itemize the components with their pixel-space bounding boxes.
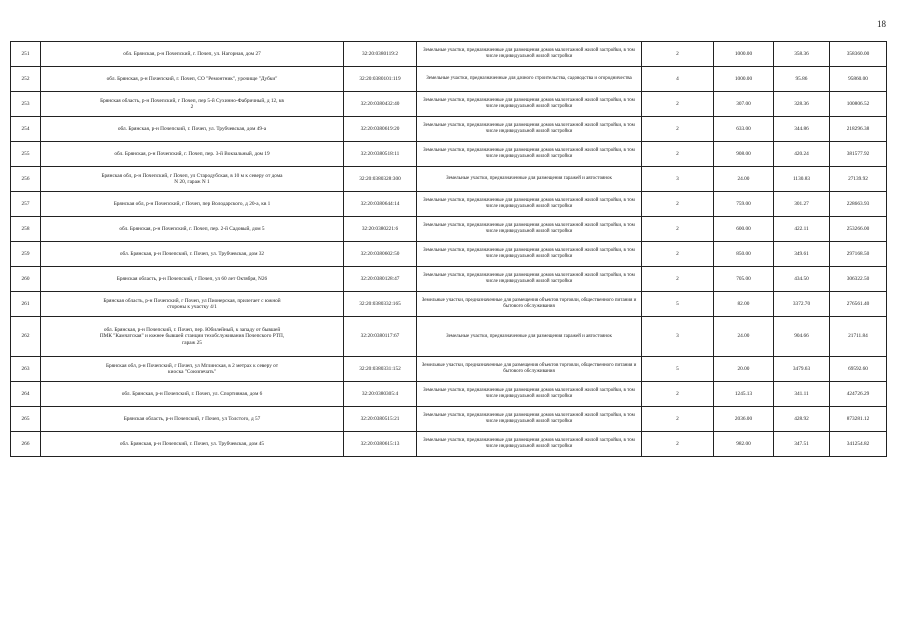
- cadastral-value-cell: 358360.00: [830, 42, 887, 67]
- specific-value-cell: 328.36: [774, 92, 830, 117]
- table-row: [11, 92, 887, 117]
- row-number-cell: 261: [11, 292, 41, 317]
- area-cell: 1000.00: [714, 67, 774, 92]
- row-number-cell: 252: [11, 67, 41, 92]
- table-row: [11, 382, 887, 407]
- row-number-cell: 264: [11, 382, 41, 407]
- address-cell: Брянская обл, р-н Почепский, г Почеп, ул Мглинская, в 2 метрах к северу от киоска "Союзпечать": [41, 357, 344, 382]
- table-row: [11, 357, 887, 382]
- group-number-cell: 2: [642, 267, 714, 292]
- specific-value-cell: 341.11: [774, 382, 830, 407]
- area-cell: 20.00: [714, 357, 774, 382]
- specific-value-cell: 904.66: [774, 317, 830, 357]
- land-use-cell: Земельные участки, предназначенные для размещения домов малоэтажной жилой застройки, в том числе индивидуальной жилой застройки: [417, 142, 642, 167]
- specific-value-cell: 358.36: [774, 42, 830, 67]
- cadastral-value-cell: 306322.50: [830, 267, 887, 292]
- cadastral-number-cell: 32:20:0380221:6: [344, 217, 417, 242]
- cadastral-value-cell: 100806.52: [830, 92, 887, 117]
- table-row: [11, 217, 887, 242]
- row-number-cell: 254: [11, 117, 41, 142]
- specific-value-cell: 347.51: [774, 432, 830, 457]
- group-number-cell: 3: [642, 167, 714, 192]
- area-cell: 982.00: [714, 432, 774, 457]
- address-cell: Брянская область, р-н Почепский, г Почеп, ул 60 лет Октября, N26: [41, 267, 344, 292]
- group-number-cell: 2: [642, 432, 714, 457]
- table-row: [11, 267, 887, 292]
- group-number-cell: 5: [642, 357, 714, 382]
- cadastral-value-cell: 228663.93: [830, 192, 887, 217]
- cadastral-number-cell: 32:20:0380331:152: [344, 357, 417, 382]
- table-row: [11, 142, 887, 167]
- address-cell: Брянская обл, р-н Почепский, г Почеп, пер Володарского, д 20-а, кв 1: [41, 192, 344, 217]
- row-number-cell: 265: [11, 407, 41, 432]
- area-cell: 633.00: [714, 117, 774, 142]
- table-row: [11, 242, 887, 267]
- area-cell: 24.00: [714, 317, 774, 357]
- cadastral-value-cell: 381577.92: [830, 142, 887, 167]
- cadastral-number-cell: 32:20:0380615:13: [344, 432, 417, 457]
- area-cell: 759.00: [714, 192, 774, 217]
- area-cell: 24.00: [714, 167, 774, 192]
- cadastral-number-cell: 32:20:0380305:4: [344, 382, 417, 407]
- area-cell: 82.00: [714, 292, 774, 317]
- cadastral-value-cell: 424726.29: [830, 382, 887, 407]
- specific-value-cell: 95.86: [774, 67, 830, 92]
- specific-value-cell: 428.92: [774, 407, 830, 432]
- cadastral-value-cell: 27139.92: [830, 167, 887, 192]
- area-cell: 307.00: [714, 92, 774, 117]
- table-row: [11, 292, 887, 317]
- group-number-cell: 2: [642, 117, 714, 142]
- group-number-cell: 2: [642, 92, 714, 117]
- cadastral-number-cell: 32:20:0380117:67: [344, 317, 417, 357]
- address-cell: обл. Брянская, р-н Почепский, г. Почеп, ул. Спортивная, дом 6: [41, 382, 344, 407]
- specific-value-cell: 1130.83: [774, 167, 830, 192]
- specific-value-cell: 301.27: [774, 192, 830, 217]
- table-row: [11, 67, 887, 92]
- address-cell: обл. Брянская, р-н Почепский, г. Почеп, СО "Ремонтник", урочище "Дубки": [41, 67, 344, 92]
- group-number-cell: 2: [642, 42, 714, 67]
- address-cell: Брянская область, р-н Почепский, г Почеп, пер 5-й Сухинно-Фабричный, д 12, кв 2: [41, 92, 344, 117]
- group-number-cell: 2: [642, 217, 714, 242]
- cadastral-value-cell: 218296.38: [830, 117, 887, 142]
- row-number-cell: 266: [11, 432, 41, 457]
- area-cell: 600.00: [714, 217, 774, 242]
- group-number-cell: 2: [642, 382, 714, 407]
- row-number-cell: 263: [11, 357, 41, 382]
- area-cell: 705.00: [714, 267, 774, 292]
- cadastral-value-cell: 69592.60: [830, 357, 887, 382]
- group-number-cell: 2: [642, 407, 714, 432]
- table-row: [11, 407, 887, 432]
- address-cell: обл. Брянская, р-н Почепский, г. Почеп, ул. Нагорная, дом 27: [41, 42, 344, 67]
- row-number-cell: 259: [11, 242, 41, 267]
- table-row: [11, 42, 887, 67]
- land-use-cell: Земельные участки, предназначенные для размещения гаражей и автостоянок: [417, 317, 642, 357]
- specific-value-cell: 349.61: [774, 242, 830, 267]
- address-cell: Брянская обл, р-н Почепский, г Почеп, ул Стародубская, в 10 м к северу от дома N 20, гараж N 1: [41, 167, 344, 192]
- land-use-cell: Земельные участки, предназначенные для размещения домов малоэтажной жилой застройки, в том числе индивидуальной жилой застройки: [417, 242, 642, 267]
- specific-value-cell: 3372.70: [774, 292, 830, 317]
- specific-value-cell: 420.24: [774, 142, 830, 167]
- area-cell: 850.00: [714, 242, 774, 267]
- land-use-cell: Земельные участки, предназначенные для размещения домов малоэтажной жилой застройки, в том числе индивидуальной жилой застройки: [417, 92, 642, 117]
- cadastral-number-cell: 32:20:0380128:47: [344, 267, 417, 292]
- land-use-cell: Земельные участки, предназначенные для размещения домов малоэтажной жилой застройки, в том числе индивидуальной жилой застройки: [417, 217, 642, 242]
- cadastral-number-cell: 32:20:0380644:14: [344, 192, 417, 217]
- land-use-cell: Земельные участки, предназначенные для размещения объектов торговли, общественного питания и бытового обслуживания: [417, 357, 642, 382]
- group-number-cell: 4: [642, 67, 714, 92]
- cadastral-value-cell: 276561.40: [830, 292, 887, 317]
- address-cell: обл. Брянская, р-н Почепский, г. Почеп, ул. Трубчевская, дом 32: [41, 242, 344, 267]
- area-cell: 1000.00: [714, 42, 774, 67]
- row-number-cell: 251: [11, 42, 41, 67]
- group-number-cell: 2: [642, 142, 714, 167]
- row-number-cell: 257: [11, 192, 41, 217]
- specific-value-cell: 344.86: [774, 117, 830, 142]
- row-number-cell: 260: [11, 267, 41, 292]
- group-number-cell: 2: [642, 192, 714, 217]
- cadastral-value-cell: 253266.00: [830, 217, 887, 242]
- area-cell: 908.00: [714, 142, 774, 167]
- cadastral-number-cell: 32:20:0380101:119: [344, 67, 417, 92]
- table-row: [11, 117, 887, 142]
- address-cell: обл. Брянская, р-н Почепский, г. Почеп, ул. Трубчевская, дом 45: [41, 432, 344, 457]
- land-use-cell: Земельные участки, предназначенные для размещения гаражей и автостоянок: [417, 167, 642, 192]
- row-number-cell: 258: [11, 217, 41, 242]
- address-cell: обл. Брянская, р-н Почепский, г. Почеп, пер. 2-й Садовый, дом 5: [41, 217, 344, 242]
- cadastral-value-cell: 95860.00: [830, 67, 887, 92]
- cadastral-number-cell: 32:20:0380432:40: [344, 92, 417, 117]
- address-cell: обл. Брянская, р-н Почепский, г. Почеп, пер. Юбилейный, к западу от бывшей ПМК "Камчатская" и южнее бывшей станции техобслуживания Почепского РТП, гараж 25: [41, 317, 344, 357]
- group-number-cell: 2: [642, 242, 714, 267]
- table-row: [11, 192, 887, 217]
- land-plots-table: [10, 41, 887, 457]
- land-use-cell: Земельные участки, предназначенные для размещения домов малоэтажной жилой застройки, в том числе индивидуальной жилой застройки: [417, 42, 642, 67]
- area-cell: 1245.13: [714, 382, 774, 407]
- cadastral-value-cell: 341254.82: [830, 432, 887, 457]
- table-row: [11, 167, 887, 192]
- specific-value-cell: 3479.63: [774, 357, 830, 382]
- row-number-cell: 262: [11, 317, 41, 357]
- land-use-cell: Земельные участки, предназначенные для размещения домов малоэтажной жилой застройки, в том числе индивидуальной жилой застройки: [417, 267, 642, 292]
- area-cell: 2036.00: [714, 407, 774, 432]
- page-number: 18: [877, 19, 886, 29]
- cadastral-number-cell: 32:20:0380619:20: [344, 117, 417, 142]
- table-row: [11, 317, 887, 357]
- row-number-cell: 255: [11, 142, 41, 167]
- address-cell: обл. Брянская, р-н Почепский, г. Почеп, пер. 3-й Вокзальный, дом 19: [41, 142, 344, 167]
- cadastral-number-cell: 32:20:0380515:21: [344, 407, 417, 432]
- land-use-cell: Земельные участки, предназначенные для размещения объектов торговли, общественного питания и бытового обслуживания: [417, 292, 642, 317]
- cadastral-value-cell: 873281.12: [830, 407, 887, 432]
- address-cell: Брянская область, р-н Почепский, г Почеп, ул Толстого, д 57: [41, 407, 344, 432]
- address-cell: обл. Брянская, р-н Почепский, г. Почеп, ул. Трубчевская, дом 49-а: [41, 117, 344, 142]
- cadastral-number-cell: 32:20:0380602:50: [344, 242, 417, 267]
- table-row: [11, 432, 887, 457]
- land-use-cell: Земельные участки, предназначенные для размещения домов малоэтажной жилой застройки, в том числе индивидуальной жилой застройки: [417, 192, 642, 217]
- cadastral-number-cell: 32:20:0380119:2: [344, 42, 417, 67]
- land-use-cell: Земельные участки, предназначенные для размещения домов малоэтажной жилой застройки, в том числе индивидуальной жилой застройки: [417, 117, 642, 142]
- land-use-cell: Земельные участки, предназначенные для размещения домов малоэтажной жилой застройки, в том числе индивидуальной жилой застройки: [417, 432, 642, 457]
- specific-value-cell: 422.11: [774, 217, 830, 242]
- cadastral-number-cell: 32:20:0380332:165: [344, 292, 417, 317]
- group-number-cell: 5: [642, 292, 714, 317]
- cadastral-value-cell: 297168.50: [830, 242, 887, 267]
- specific-value-cell: 434.50: [774, 267, 830, 292]
- table-body: [11, 42, 887, 457]
- cadastral-value-cell: 21711.84: [830, 317, 887, 357]
- land-use-cell: Земельные участки, предназначенные для размещения домов малоэтажной жилой застройки, в том числе индивидуальной жилой застройки: [417, 382, 642, 407]
- address-cell: Брянская область, р-н Почепский, г Почеп, ул Пионерская, прилегает с южной стороны к участку 4/1: [41, 292, 344, 317]
- cadastral-number-cell: 32:20:0380518:11: [344, 142, 417, 167]
- cadastral-number-cell: 32:20:0380328:300: [344, 167, 417, 192]
- row-number-cell: 253: [11, 92, 41, 117]
- row-number-cell: 256: [11, 167, 41, 192]
- land-use-cell: Земельные участки, предназначенные для размещения домов малоэтажной жилой застройки, в том числе индивидуальной жилой застройки: [417, 407, 642, 432]
- land-use-cell: Земельные участки, предназначенные для дачного строительства, садоводства и огородничества: [417, 67, 642, 92]
- group-number-cell: 3: [642, 317, 714, 357]
